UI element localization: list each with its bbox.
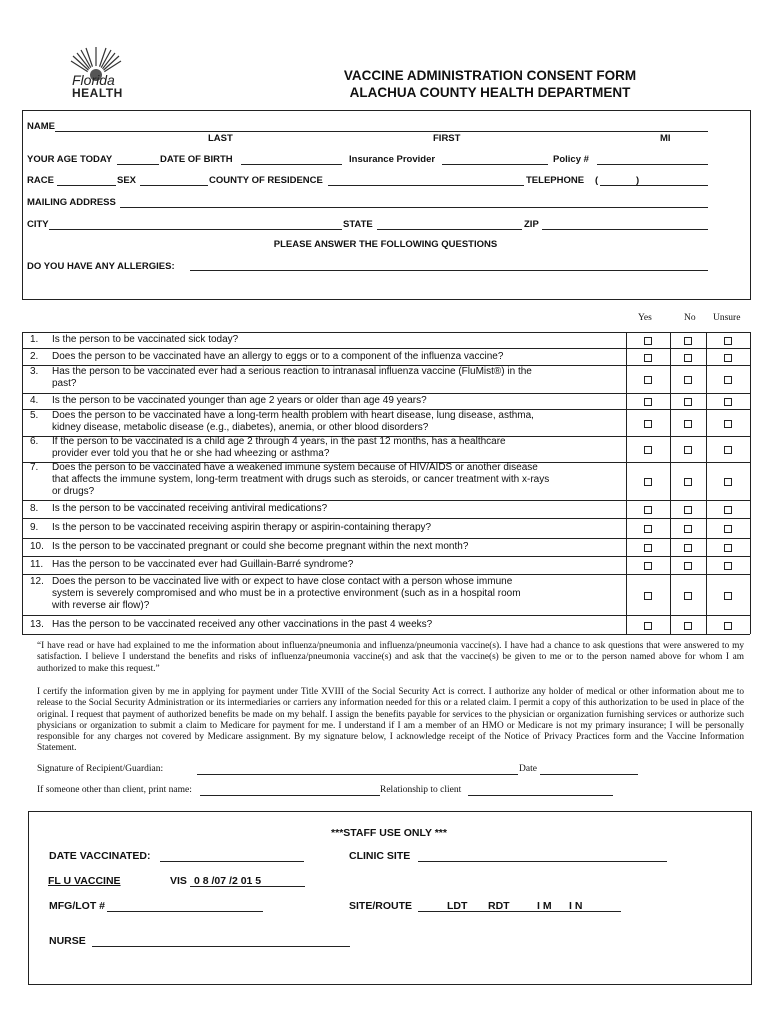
question-text (52, 576, 622, 612)
table-row-divider (22, 574, 750, 575)
question-text (52, 541, 622, 553)
other-name-field[interactable] (200, 795, 380, 796)
answer-no-checkbox[interactable] (684, 478, 692, 486)
site-rdt[interactable]: RDT (488, 900, 510, 912)
state-field[interactable] (377, 229, 522, 230)
question-text-line: Has the person to be vaccinated received any other vaccinations in the past 4 weeks? (52, 619, 433, 630)
signature-label: Signature of Recipient/Guardian: (37, 764, 164, 774)
answer-yes-checkbox[interactable] (644, 544, 652, 552)
state-label: STATE (343, 219, 373, 230)
question-text-line: that affects the immune system, long-term treatment with drugs such as steroids, or cancer treatment with x-rays (52, 474, 550, 485)
answer-no-checkbox[interactable] (684, 337, 692, 345)
county-field[interactable] (328, 185, 524, 186)
question-text-line: provider ever told you that he or she had wheezing or asthma? (52, 448, 330, 459)
telephone-field[interactable] (600, 185, 708, 186)
site-route-label: SITE/ROUTE (349, 900, 413, 912)
table-column-divider (706, 332, 707, 634)
question-text (52, 410, 622, 434)
answer-unsure-checkbox[interactable] (724, 446, 732, 454)
answer-yes-checkbox[interactable] (644, 478, 652, 486)
questions-header: PLEASE ANSWER THE FOLLOWING QUESTIONS (273, 239, 498, 250)
form-title-line1: VACCINE ADMINISTRATION CONSENT FORM (343, 68, 637, 83)
question-text (52, 334, 622, 346)
answer-yes-checkbox[interactable] (644, 354, 652, 362)
question-text (52, 351, 622, 363)
table-row-divider (22, 556, 750, 557)
question-text-line: Is the person to be vaccinated pregnant or could she become pregnant within the next month? (52, 541, 469, 552)
question-text-line: If the person to be vaccinated is a child age 2 through 4 years, in the past 12 months, has a healthcare (52, 436, 506, 447)
mailing-field[interactable] (120, 207, 708, 208)
question-text (52, 436, 622, 460)
answer-yes-checkbox[interactable] (644, 506, 652, 514)
relationship-label: Relationship to client (380, 785, 462, 795)
question-number: 10. (30, 541, 44, 552)
question-number: 5. (30, 410, 39, 421)
question-text-line: past? (52, 378, 77, 389)
answer-yes-checkbox[interactable] (644, 376, 652, 384)
question-text-line: Is the person to be vaccinated sick today? (52, 334, 239, 345)
answer-yes-checkbox[interactable] (644, 398, 652, 406)
site-ldt[interactable]: LDT (447, 900, 468, 912)
policy-label: Policy # (553, 154, 589, 165)
answer-unsure-checkbox[interactable] (724, 592, 732, 600)
zip-field[interactable] (542, 229, 708, 230)
date-vaccinated-label: DATE VACCINATED: (49, 850, 151, 862)
answer-no-checkbox[interactable] (684, 398, 692, 406)
question-number: 4. (30, 395, 39, 406)
table-column-divider (670, 332, 671, 634)
consent-paragraph-1: “I have read or have had explained to me the information about influenza/pneumonia and influenza/pneumonia vaccine(s). I have had a chance to ask questions that were answered to my satisfaction. I believe I understand the benefits and risks of influenza/pneumonia vaccine(s) and ask that the vaccine(s) be given to me or to the person named above for whom I am authorized to make this request.” (37, 641, 744, 674)
site-in[interactable]: I N (569, 900, 583, 912)
question-number: 3. (30, 366, 39, 377)
age-field[interactable] (117, 164, 159, 165)
city-label: CITY (27, 219, 49, 230)
yes-header: Yes (638, 313, 652, 323)
question-text-line: Is the person to be vaccinated younger than age 2 years or older than age 49 years? (52, 395, 427, 406)
table-row-divider (22, 634, 750, 635)
dob-label: DATE OF BIRTH (160, 154, 233, 165)
question-number: 1. (30, 334, 39, 345)
vis-date: 0 8 /07 /2 01 5 (194, 875, 262, 887)
question-text-line: Does the person to be vaccinated live with or expect to have close contact with a person whose immune (52, 576, 513, 587)
telephone-paren-close: ) (636, 175, 640, 186)
age-label: YOUR AGE TODAY (27, 154, 113, 165)
answer-unsure-checkbox[interactable] (724, 398, 732, 406)
question-number: 9. (30, 522, 39, 533)
answer-no-checkbox[interactable] (684, 506, 692, 514)
answer-yes-checkbox[interactable] (644, 446, 652, 454)
telephone-paren-open: ( (595, 175, 599, 186)
answer-unsure-checkbox[interactable] (724, 622, 732, 630)
question-text-line: Does the person to be vaccinated have a long-term health problem with heart disease, lung disease, asthma, (52, 410, 534, 421)
table-column-divider (750, 332, 751, 634)
answer-unsure-checkbox[interactable] (724, 337, 732, 345)
mailing-label: MAILING ADDRESS (27, 197, 116, 208)
table-row-divider (22, 393, 750, 394)
question-text-line: Has the person to be vaccinated ever had a serious reaction to intranasal influenza vaccine (FluMist®) in the (52, 366, 532, 377)
consent-paragraph-2: I certify the information given by me in applying for payment under Title XVIII of the Social Security Act is correct. I authorize any holder of medical or other information about me to release to the Social Security Administration or its intermediaries or carriers any information needed for this or a related claim. I permit a copy of this authorization to be used in place of the original. I request that payment of authorized benefits be made on my behalf. I assign the benefits payable for services to the physician or organization furnishing services or authorize such physicians or organization to submit a claim to Medicare for payment for me. I understand if I am a member of an HMO or Medicare is not my primary insurance; I will be personally responsible for any charges not covered by Medicare assignment. By my signature below, I acknowledge receipt of the Notice of Privacy Practices form and the Vaccine Information Statement. (37, 687, 744, 754)
answer-yes-checkbox[interactable] (644, 622, 652, 630)
question-number: 7. (30, 462, 39, 473)
answer-no-checkbox[interactable] (684, 525, 692, 533)
first-label: FIRST (433, 133, 461, 144)
race-label: RACE (27, 175, 54, 186)
dob-field[interactable] (241, 164, 342, 165)
race-field[interactable] (57, 185, 116, 186)
flu-vaccine-text: FL U VACCINE (48, 875, 121, 887)
table-row-divider (22, 538, 750, 539)
table-column-divider (22, 332, 23, 634)
last-label: LAST (208, 133, 233, 144)
no-header: No (684, 313, 696, 323)
answer-yes-checkbox[interactable] (644, 562, 652, 570)
answer-unsure-checkbox[interactable] (724, 478, 732, 486)
table-row-divider (22, 332, 750, 333)
answer-yes-checkbox[interactable] (644, 525, 652, 533)
mfg-lot-label: MFG/LOT # (49, 900, 105, 912)
city-field[interactable] (49, 229, 342, 230)
answer-unsure-checkbox[interactable] (724, 420, 732, 428)
sex-field[interactable] (140, 185, 208, 186)
form-title-line2: ALACHUA COUNTY HEALTH DEPARTMENT (349, 85, 631, 100)
allergies-field[interactable] (190, 270, 708, 271)
answer-unsure-checkbox[interactable] (724, 506, 732, 514)
question-text-line: system is severely compromised and who must be in a protective environment (such as in a hospital room (52, 588, 521, 599)
clinic-site-label: CLINIC SITE (349, 850, 411, 862)
question-text (52, 619, 622, 631)
answer-no-checkbox[interactable] (684, 544, 692, 552)
question-text (52, 395, 622, 407)
logo-florida-text: Florida (72, 72, 115, 88)
nurse-label: NURSE (49, 935, 86, 947)
site-im[interactable]: I M (537, 900, 552, 912)
answer-no-checkbox[interactable] (684, 562, 692, 570)
date-label: Date (519, 764, 537, 774)
zip-label: ZIP (524, 219, 539, 230)
question-text (52, 462, 622, 498)
question-number: 11. (30, 559, 44, 570)
logo-health-text: HEALTH (72, 86, 123, 100)
table-column-divider (626, 332, 627, 634)
staff-use-header: ***STAFF USE ONLY *** (331, 827, 447, 839)
insurance-field[interactable] (442, 164, 548, 165)
question-text-line: Has the person to be vaccinated ever had Guillain-Barré syndrome? (52, 559, 354, 570)
question-number: 13. (30, 619, 44, 630)
answer-no-checkbox[interactable] (684, 446, 692, 454)
answer-no-checkbox[interactable] (684, 622, 692, 630)
date-vaccinated-field[interactable] (160, 861, 304, 862)
question-text (52, 366, 622, 390)
question-text (52, 559, 622, 571)
telephone-label: TELEPHONE (526, 175, 585, 186)
county-label: COUNTY OF RESIDENCE (209, 175, 323, 186)
answer-unsure-checkbox[interactable] (724, 525, 732, 533)
answer-no-checkbox[interactable] (684, 420, 692, 428)
answer-yes-checkbox[interactable] (644, 337, 652, 345)
relationship-field[interactable] (468, 795, 613, 796)
name-label: NAME (27, 121, 55, 132)
question-text-line: with reverse air flow)? (52, 600, 150, 611)
vis-date-underline (190, 886, 305, 887)
vis-label: VIS (170, 875, 187, 887)
table-row-divider (22, 348, 750, 349)
policy-field[interactable] (597, 164, 708, 165)
table-row-divider (22, 500, 750, 501)
nurse-field[interactable] (92, 946, 350, 947)
answer-no-checkbox[interactable] (684, 376, 692, 384)
other-name-label: If someone other than client, print name: (37, 785, 192, 795)
table-row-divider (22, 518, 750, 519)
answer-unsure-checkbox[interactable] (724, 376, 732, 384)
question-text (52, 503, 622, 515)
question-number: 12. (30, 576, 44, 587)
answer-unsure-checkbox[interactable] (724, 354, 732, 362)
signature-field[interactable] (197, 774, 518, 775)
question-text-line: Does the person to be vaccinated have an allergy to eggs or to a component of the influenza vaccine? (52, 351, 504, 362)
question-text (52, 522, 622, 534)
florida-health-logo (68, 45, 124, 101)
question-text-line: Does the person to be vaccinated have a weakened immune system because of HIV/AIDS or another disease (52, 462, 538, 473)
question-number: 8. (30, 503, 39, 514)
allergies-label: DO YOU HAVE ANY ALLERGIES: (27, 261, 175, 272)
question-text-line: Is the person to be vaccinated receiving antiviral medications? (52, 503, 328, 514)
mfg-lot-field[interactable] (107, 911, 263, 912)
question-text-line: or drugs? (52, 486, 95, 497)
answer-unsure-checkbox[interactable] (724, 544, 732, 552)
answer-no-checkbox[interactable] (684, 354, 692, 362)
answer-yes-checkbox[interactable] (644, 420, 652, 428)
question-number: 2. (30, 351, 39, 362)
answer-yes-checkbox[interactable] (644, 592, 652, 600)
clinic-site-field[interactable] (418, 861, 667, 862)
sex-label: SEX (117, 175, 137, 186)
table-row-divider (22, 615, 750, 616)
date-field[interactable] (540, 774, 638, 775)
name-field[interactable] (55, 131, 708, 132)
answer-unsure-checkbox[interactable] (724, 562, 732, 570)
question-number: 6. (30, 436, 39, 447)
question-text-line: Is the person to be vaccinated receiving aspirin therapy or aspirin-containing therapy? (52, 522, 432, 533)
unsure-header: Unsure (713, 313, 741, 323)
question-text-line: kidney disease, metabolic disease (e.g., diabetes), anemia, or other blood disorders? (52, 422, 429, 433)
answer-no-checkbox[interactable] (684, 592, 692, 600)
insurance-label: Insurance Provider (349, 154, 436, 165)
mi-label: MI (660, 133, 671, 144)
